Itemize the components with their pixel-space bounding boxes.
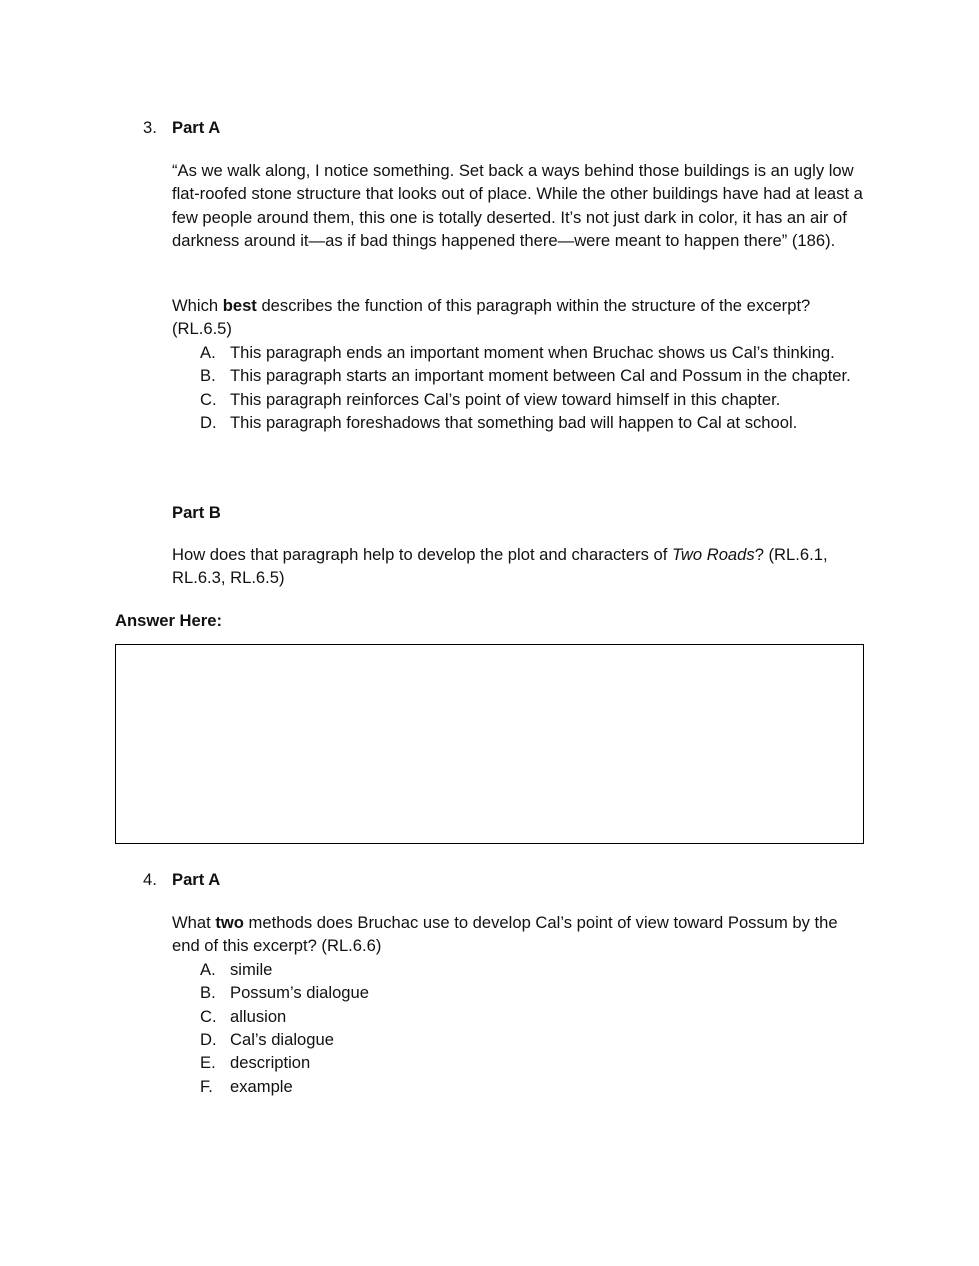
option-b[interactable]: B. This paragraph starts an important moment between Cal and Possum in the chapter. — [200, 366, 851, 386]
answer-box[interactable] — [115, 644, 864, 844]
question-prompt: What two methods does Bruchac use to develop Cal’s point of view toward Possum by the end of this excerpt? (RL.6.6) A. simile B. Possum’s dialogue C. allusion D. Cal’s dialogue E. description F. example — [172, 911, 867, 1098]
emphasis-word: two — [215, 913, 244, 932]
option-c[interactable]: C. This paragraph reinforces Cal’s point of view toward himself in this chapter. — [200, 389, 781, 409]
answer-label: Answer Here: — [115, 611, 222, 630]
option-list — [172, 341, 867, 435]
option-list — [172, 958, 867, 1098]
part-b-prompt: How does that paragraph help to develop the plot and characters of Two Roads? (RL.6.1, RL.6.3, RL.6.5) — [172, 545, 828, 588]
option-c[interactable]: C. allusion — [200, 1006, 287, 1026]
option-a[interactable]: A. This paragraph ends an important moment when Bruchac shows us Cal’s thinking. — [200, 342, 835, 362]
option-b[interactable]: B. Possum’s dialogue — [200, 983, 369, 1003]
option-a[interactable]: A. simile — [200, 959, 273, 979]
part-a-heading: Part A — [172, 870, 221, 889]
question-prompt: Which best describes the function of this paragraph within the structure of the excerpt? (RL.6.5) A. This paragraph ends an important moment when Bruchac shows us Cal’s thinking. B. This paragraph starts an important moment between Cal and Possum in the chapter. C. This paragraph reinforces Cal’s point of view toward himself in this chapter. D. This paragraph foreshadows that something bad will happen to Cal at school. — [172, 294, 867, 434]
option-d[interactable]: D. This paragraph foreshadows that something bad will happen to Cal at school. — [200, 413, 798, 433]
part-a-heading: Part A — [172, 118, 221, 137]
option-e[interactable]: E. description — [200, 1053, 311, 1073]
excerpt-quote: “As we walk along, I notice something. Set back a ways behind those buildings is an ugly low flat-roofed stone structure that looks out of place. While the other buildings have had at least a few people around them, this one is totally deserted. It’s not just dark in color, it has an air of darkness around it—as if bad things happened there—were meant to happen there” (186). — [172, 161, 863, 251]
question-number: 3. — [143, 118, 157, 137]
emphasis-word: best — [222, 296, 257, 315]
part-b-heading: Part B — [172, 503, 221, 522]
question-number: 4. — [143, 870, 157, 889]
option-f[interactable]: F. example — [200, 1076, 293, 1096]
book-title: Two Roads — [671, 545, 755, 564]
option-d[interactable]: D. Cal’s dialogue — [200, 1030, 334, 1050]
